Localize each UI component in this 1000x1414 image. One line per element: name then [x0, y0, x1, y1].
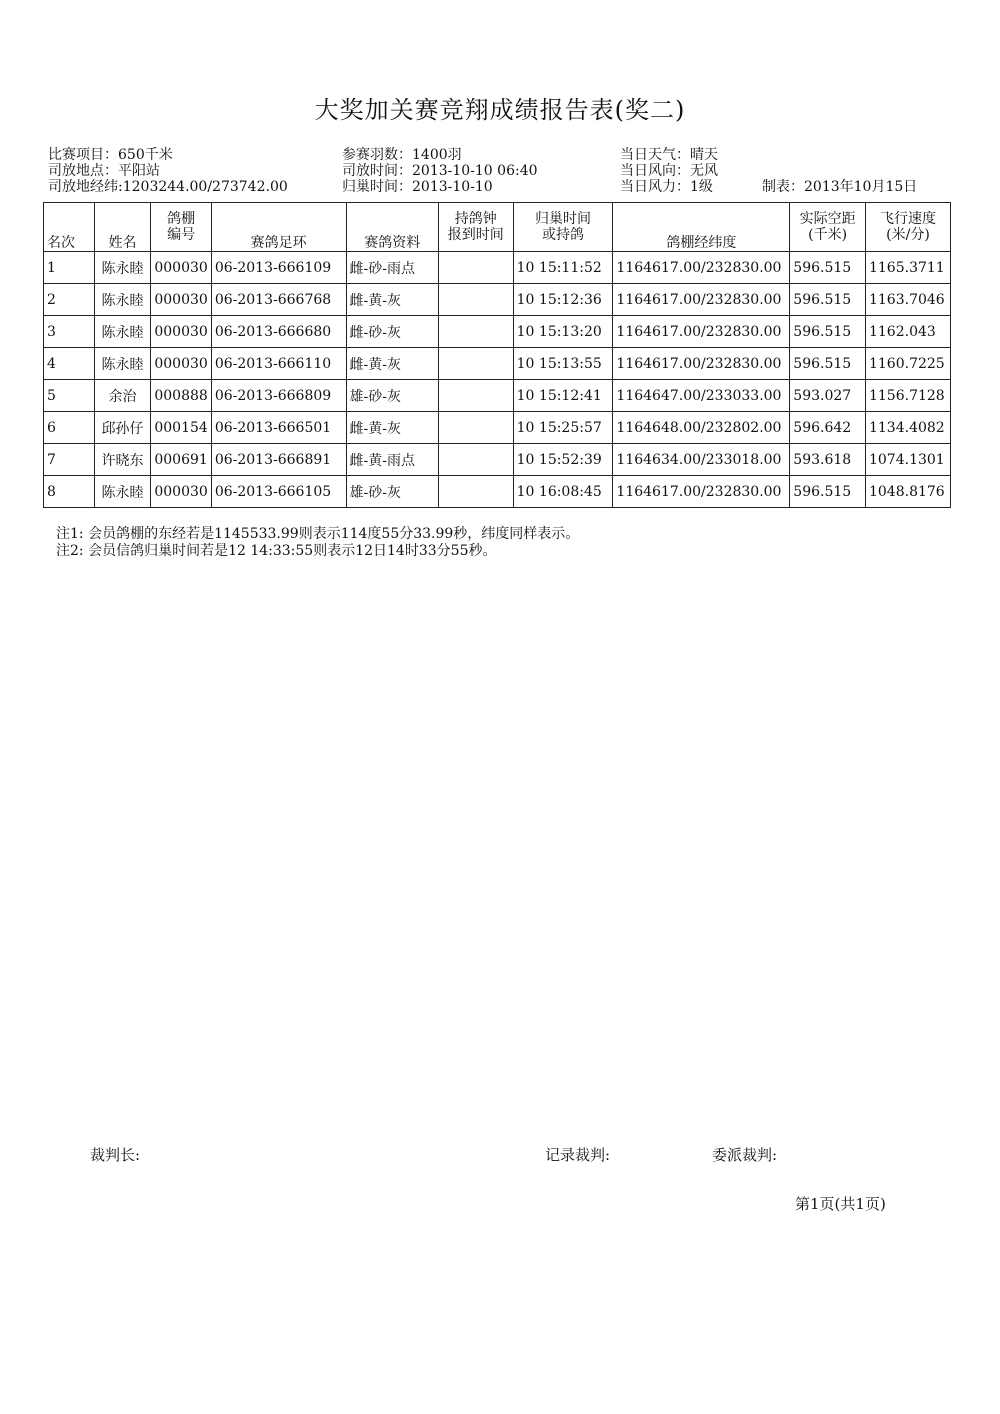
clock-time-cell: [438, 412, 513, 444]
pigeon-info-cell: 雌-砂-灰: [346, 316, 438, 348]
loft-number-cell: 000030: [151, 284, 211, 316]
ring-cell: 06-2013-666809: [211, 380, 346, 412]
speed-cell: 1074.1301: [865, 444, 950, 476]
results-table: [43, 202, 951, 508]
release-coordinates: 司放地经纬:1203244.00/273742.00: [48, 179, 288, 195]
pigeon-info-cell: 雌-黄-灰: [346, 284, 438, 316]
table-row: [44, 380, 951, 412]
pigeon-info-cell: 雌-黄-灰: [346, 348, 438, 380]
race-item: 比赛项目：650千米: [48, 147, 173, 163]
coordinates-cell: 1164617.00/232830.00: [613, 476, 790, 508]
return-time-cell: 10 15:13:20: [513, 316, 613, 348]
distance-cell: 596.515: [790, 284, 866, 316]
header-coordinates: 鸽棚经纬度: [613, 203, 790, 252]
table-row: [44, 476, 951, 508]
coordinates-cell: 1164617.00/232830.00: [613, 348, 790, 380]
table-row: [44, 252, 951, 284]
ring-cell: 06-2013-666501: [211, 412, 346, 444]
race-info-col3: [620, 147, 718, 195]
page-title: 大奖加关赛竞翔成绩报告表(奖二): [314, 96, 686, 124]
note-longitude: 注1: 会员鸽棚的东经若是1145533.99则表示114度55分33.99秒，纬度同样表示。: [56, 526, 580, 542]
clock-time-cell: [438, 252, 513, 284]
release-location: 司放地点：平阳站: [48, 163, 160, 179]
clock-time-cell: [438, 476, 513, 508]
results-body: [44, 252, 951, 508]
distance-cell: 596.515: [790, 316, 866, 348]
name-cell: 许晓东: [94, 444, 151, 476]
rank-cell: 8: [44, 476, 95, 508]
distance-cell: 596.642: [790, 412, 866, 444]
rank-cell: 3: [44, 316, 95, 348]
pigeon-info-cell: 雄-砂-灰: [346, 380, 438, 412]
header-row: [44, 203, 951, 252]
rank-cell: 5: [44, 380, 95, 412]
recording-referee-label: 记录裁判:: [545, 1146, 611, 1164]
pigeon-info-cell: 雌-黄-灰: [346, 412, 438, 444]
clock-time-cell: [438, 316, 513, 348]
made-by-date: 制表：2013年10月15日: [762, 179, 918, 195]
coordinates-cell: 1164648.00/232802.00: [613, 412, 790, 444]
return-time-cell: 10 15:13:55: [513, 348, 613, 380]
speed-cell: 1156.7128: [865, 380, 950, 412]
rank-cell: 1: [44, 252, 95, 284]
clock-time-cell: [438, 284, 513, 316]
header-name: 姓名: [94, 203, 151, 252]
rank-cell: 2: [44, 284, 95, 316]
release-time: 司放时间：2013-10-10 06:40: [342, 163, 538, 179]
name-cell: 陈永睦: [94, 284, 151, 316]
table-row: [44, 284, 951, 316]
loft-number-cell: 000030: [151, 348, 211, 380]
pigeon-info-cell: 雌-黄-雨点: [346, 444, 438, 476]
clock-time-cell: [438, 348, 513, 380]
chief-referee-label: 裁判长:: [90, 1146, 141, 1164]
ring-cell: 06-2013-666105: [211, 476, 346, 508]
race-info-col1: [48, 147, 288, 195]
return-time-cell: 10 16:08:45: [513, 476, 613, 508]
coordinates-cell: 1164647.00/233033.00: [613, 380, 790, 412]
distance-cell: 596.515: [790, 476, 866, 508]
coordinates-cell: 1164617.00/232830.00: [613, 316, 790, 348]
rank-cell: 6: [44, 412, 95, 444]
clock-time-cell: [438, 380, 513, 412]
header-clock-time: 持鸽钟 报到时间: [438, 203, 513, 252]
return-time: 归巢时间：2013-10-10: [342, 179, 493, 195]
entry-count: 参赛羽数：1400羽: [342, 147, 462, 163]
coordinates-cell: 1164617.00/232830.00: [613, 252, 790, 284]
speed-cell: 1160.7225: [865, 348, 950, 380]
loft-number-cell: 000030: [151, 252, 211, 284]
page-number: 第1页(共1页): [795, 1195, 886, 1213]
header-loft-number: 鸽棚 编号: [151, 203, 211, 252]
rank-cell: 7: [44, 444, 95, 476]
wind-force: 当日风力：1级: [620, 179, 713, 195]
coordinates-cell: 1164617.00/232830.00: [613, 284, 790, 316]
name-cell: 邱孙仔: [94, 412, 151, 444]
wind-direction: 当日风向：无风: [620, 163, 718, 179]
return-time-cell: 10 15:12:41: [513, 380, 613, 412]
name-cell: 陈永睦: [94, 348, 151, 380]
return-time-cell: 10 15:25:57: [513, 412, 613, 444]
speed-cell: 1163.7046: [865, 284, 950, 316]
distance-cell: 593.027: [790, 380, 866, 412]
table-row: [44, 348, 951, 380]
pigeon-info-cell: 雌-砂-雨点: [346, 252, 438, 284]
name-cell: 陈永睦: [94, 316, 151, 348]
return-time-cell: 10 15:52:39: [513, 444, 613, 476]
loft-number-cell: 000154: [151, 412, 211, 444]
race-info-col2: [342, 147, 538, 195]
return-time-cell: 10 15:12:36: [513, 284, 613, 316]
delegated-referee-label: 委派裁判:: [712, 1146, 778, 1164]
rank-cell: 4: [44, 348, 95, 380]
loft-number-cell: 000691: [151, 444, 211, 476]
ring-cell: 06-2013-666680: [211, 316, 346, 348]
speed-cell: 1165.3711: [865, 252, 950, 284]
header-speed: 飞行速度 (米/分): [865, 203, 950, 252]
header-distance: 实际空距 (千米): [790, 203, 866, 252]
table-row: [44, 444, 951, 476]
loft-number-cell: 000888: [151, 380, 211, 412]
speed-cell: 1134.4082: [865, 412, 950, 444]
speed-cell: 1048.8176: [865, 476, 950, 508]
loft-number-cell: 000030: [151, 316, 211, 348]
ring-cell: 06-2013-666109: [211, 252, 346, 284]
ring-cell: 06-2013-666768: [211, 284, 346, 316]
name-cell: 余治: [94, 380, 151, 412]
header-rank: 名次: [44, 203, 95, 252]
distance-cell: 593.618: [790, 444, 866, 476]
speed-cell: 1162.043: [865, 316, 950, 348]
header-return-time: 归巢时间 或持鸽: [513, 203, 613, 252]
ring-cell: 06-2013-666110: [211, 348, 346, 380]
pigeon-info-cell: 雄-砂-灰: [346, 476, 438, 508]
table-row: [44, 316, 951, 348]
distance-cell: 596.515: [790, 348, 866, 380]
note-return-time: 注2: 会员信鸽归巢时间若是12 14:33:55则表示12日14时33分55秒。: [56, 543, 497, 559]
distance-cell: 596.515: [790, 252, 866, 284]
weather: 当日天气：晴天: [620, 147, 718, 163]
header-ring: 赛鸽足环: [211, 203, 346, 252]
ring-cell: 06-2013-666891: [211, 444, 346, 476]
loft-number-cell: 000030: [151, 476, 211, 508]
header-pigeon-info: 赛鸽资料: [346, 203, 438, 252]
coordinates-cell: 1164634.00/233018.00: [613, 444, 790, 476]
name-cell: 陈永睦: [94, 476, 151, 508]
return-time-cell: 10 15:11:52: [513, 252, 613, 284]
name-cell: 陈永睦: [94, 252, 151, 284]
table-row: [44, 412, 951, 444]
clock-time-cell: [438, 444, 513, 476]
